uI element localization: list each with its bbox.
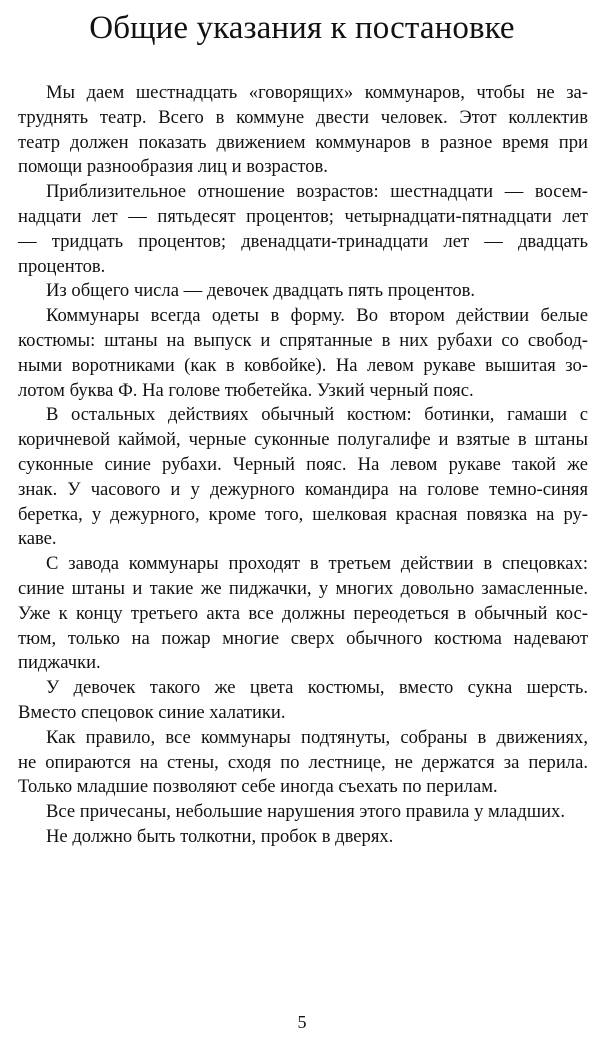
- text-line: Из общего числа — девочек двадцать пять процентов.: [46, 280, 476, 302]
- paragraph: [18, 279, 588, 304]
- paragraph: [18, 403, 588, 552]
- text-line: пиджачки.: [18, 652, 101, 674]
- text-line: Уже к концу третьего акта все должны переодеться в обычный кос-: [18, 602, 588, 624]
- text-line: костюмы: штаны на выпуск и спрятанные в них рубахи со свобод-: [18, 329, 588, 351]
- text-line: Не должно быть толкотни, пробок в дверях.: [46, 825, 394, 847]
- paragraph: [18, 726, 588, 800]
- text-line: труднять театр. Всего в коммуне двести человек. Этот коллектив: [18, 106, 588, 128]
- text-line: Мы даем шестнадцать «говорящих» коммунаров, чтобы не за-: [46, 82, 588, 103]
- text-line: У девочек такого же цвета костюмы, вместо сукна шерсть.: [46, 677, 588, 699]
- paragraph: [18, 81, 588, 180]
- paragraph: [18, 304, 588, 403]
- page-title: Общие указания к постановке: [89, 10, 515, 46]
- text-line: беретка, у дежурного, кроме того, шелковая красная повязка на ру-: [18, 503, 588, 525]
- paragraph: [18, 800, 588, 825]
- text-line: С завода коммунары проходят в третьем действии в спецовках:: [46, 553, 588, 575]
- text-line: Вместо спецовок синие халатики.: [18, 701, 286, 723]
- text-line: — тридцать процентов; двенадцати-тринадцати лет — двадцать: [18, 230, 588, 252]
- paragraph: [18, 180, 588, 279]
- text-line: помощи разнообразия лиц и возрастов.: [18, 156, 328, 178]
- text-line: Коммунары всегда одеты в форму. Во втором действии белые: [46, 305, 588, 327]
- text-line: тюм, только на пожар многие сверх обычного костюма надевают: [18, 627, 588, 649]
- text-line: В остальных действиях обычный костюм: ботинки, гамаши с: [46, 404, 588, 426]
- paragraph: [18, 676, 588, 726]
- text-line: надцати лет — пятьдесят процентов; четырнадцати-пятнадцати лет: [18, 205, 588, 227]
- text-line: лотом буква Ф. На голове тюбетейка. Узкий черный пояс.: [18, 379, 474, 401]
- page-number: 5: [297, 1012, 307, 1032]
- body-text: [18, 81, 588, 850]
- text-line: каве.: [18, 528, 57, 550]
- text-line: суконные синие рубахи. Черный пояс. На левом рукаве такой же: [18, 453, 588, 475]
- text-line: Как правило, все коммунары подтянуты, собраны в движениях,: [46, 726, 588, 748]
- text-line: Только младшие позволяют себе иногда съехать по перилам.: [18, 776, 498, 798]
- text-line: коричневой каймой, черные суконные полугалифе и взятые в штаны: [18, 429, 588, 451]
- paragraph: [18, 552, 588, 676]
- text-line: не опираются на стены, сходя по лестнице, не держатся за перила.: [18, 751, 588, 773]
- paragraph: [18, 825, 588, 850]
- text-line: Приблизительное отношение возрастов: шестнадцати — восем-: [46, 181, 588, 203]
- text-line: театр должен показать движением коммунаров в разное время при: [18, 131, 588, 153]
- text-line: синие штаны и такие же пиджачки, у многих довольно замасленные.: [18, 577, 588, 599]
- text-line: знак. У часового и у дежурного командира на голове темно-синяя: [18, 478, 588, 500]
- text-line: ными воротниками (как в ковбойке). На левом рукаве вышитая зо-: [18, 354, 588, 376]
- text-line: процентов.: [18, 255, 106, 277]
- text-line: Все причесаны, небольшие нарушения этого правила у младших.: [46, 801, 565, 823]
